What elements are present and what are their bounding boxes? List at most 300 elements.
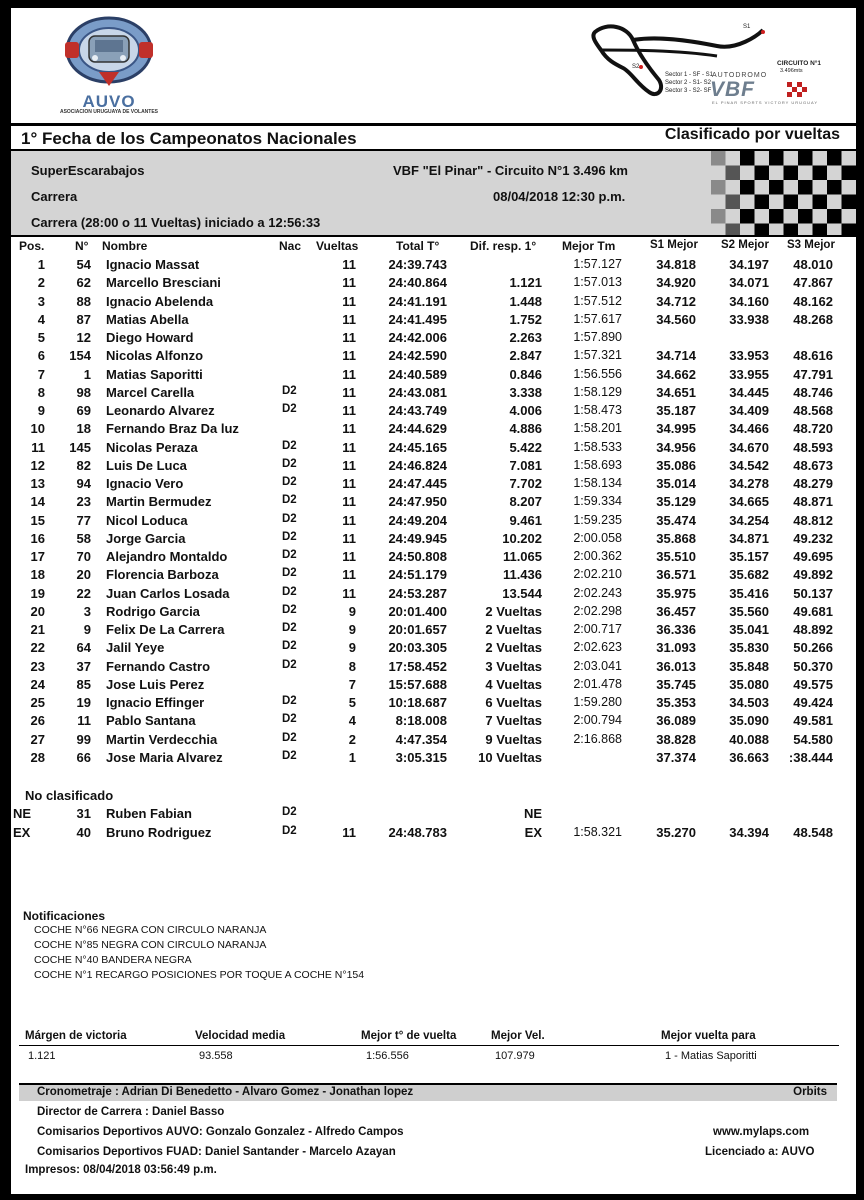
cell-s2: 34.503 [729,695,769,710]
cell-s1: 34.714 [656,348,696,364]
cell-diff: 3.338 [509,384,542,400]
cell-nac: D2 [282,824,297,837]
s2-marker: S2 [632,64,640,70]
flag-square [755,224,770,236]
cell-diff: 2.263 [509,330,542,345]
auvo-logo [59,16,169,114]
cell-total: 24:48.783 [388,824,447,840]
cell-s1: 34.956 [656,439,696,455]
cell-num: 18 [76,421,91,437]
cell-nac: D2 [282,731,297,744]
cell-s2: 34.160 [729,293,769,309]
cell-best: 1:57.512 [573,293,622,308]
cell-pos: 2 [37,275,45,291]
cell-name: Matias Saporitti [106,366,203,382]
cell-diff: 10.202 [502,530,542,546]
cell-total: 20:01.657 [388,622,447,637]
circuit-length: 3.496mts [780,68,803,74]
cell-nac: D2 [282,476,297,488]
col-laps: Vueltas [316,239,359,253]
cell-nac: D2 [282,530,297,543]
flag-square [813,195,828,210]
cell-num: 145 [69,439,91,455]
cell-s1: 36.571 [656,567,696,583]
cell-s3: 49.575 [793,676,833,692]
cell-best: 1:58.321 [573,824,622,839]
cell-s1: 34.662 [656,366,696,382]
logo-subtitle: ASOCIACION URUGUAYA DE VOLANTES [59,109,159,115]
cell-s2: 34.466 [729,421,769,437]
cell-pos: 1 [37,257,45,272]
cell-s1: 36.457 [656,603,696,619]
cell-s2: 35.416 [729,585,769,601]
cell-num: 40 [76,824,91,840]
cell-diff: 4.006 [509,403,542,418]
cell-s2: 34.197 [729,257,769,272]
flag-square [755,166,770,181]
cell-name: Ignacio Vero [106,476,184,491]
cell-diff: 3 Vueltas [485,658,542,674]
cell-laps: 1 [348,749,356,765]
cell-s1: 34.920 [656,275,696,291]
cell-best: 2:00.362 [573,549,622,563]
cell-pos: 21 [30,622,45,637]
page-title: 1° Fecha de los Campeonatos Nacionales [21,129,357,148]
table-row [11,732,856,750]
cell-s2: 36.663 [729,749,769,765]
cell-s2: 35.560 [729,603,769,619]
table-row [11,257,856,275]
cell-diff: 8.207 [509,494,542,510]
cell-total: 24:45.165 [388,439,447,455]
auvo-emblem-icon [59,16,159,94]
cell-laps: 11 [342,293,356,309]
cell-s1: 36.089 [656,713,696,729]
cell-s2: 35.041 [729,622,769,637]
cell-num: 19 [76,695,91,710]
cell-laps: 11 [342,567,356,583]
col-best: Mejor Tm [562,239,616,253]
cell-s3: 49.581 [793,713,833,729]
checkered-mini-icon [787,82,809,102]
cell-best: 1:58.693 [573,457,622,472]
cell-total: 8:18.008 [395,713,447,729]
cell-total: 4:47.354 [395,731,447,747]
cell-laps: 8 [348,658,356,674]
circuit-label: CIRCUITO N°1 [777,60,822,67]
cell-name: Matias Abella [106,311,189,327]
cell-name: Florencia Barboza [106,567,219,583]
cell-total: 24:51.179 [388,567,447,583]
flag-square [813,224,828,236]
cell-s1: 34.712 [656,293,696,309]
cell-num: 70 [76,549,91,564]
cell-name: Nicolas Alfonzo [106,348,204,364]
cell-s1: 35.129 [656,494,696,510]
cell-num: 3 [83,603,91,619]
start-info: Carrera (28:00 o 11 Vueltas) iniciado a 12:56:33 [31,215,321,230]
flag-square [813,166,828,181]
cell-pos: 6 [37,348,45,364]
flag-square [827,180,842,195]
cell-name: Leonardo Alvarez [106,403,215,418]
cell-diff: 7 Vueltas [485,713,542,729]
table-row [11,806,856,824]
table-row [11,825,856,843]
cell-s1: 36.013 [656,658,696,674]
cell-pos: 28 [30,749,45,765]
cell-name: Jalil Yeye [106,640,165,656]
cell-s1: 31.093 [656,640,696,656]
flag-square [769,209,784,224]
cell-name: Alejandro Montaldo [106,549,228,564]
cell-total: 24:41.191 [388,293,447,309]
table-row [11,421,856,439]
table-row [11,531,856,549]
cell-laps: 11 [342,257,356,272]
session-type: Carrera [31,189,78,204]
cell-s2: 34.542 [729,457,769,473]
cell-pos: 10 [30,421,45,437]
cell-total: 24:40.864 [388,275,447,291]
table-row [11,367,856,385]
cell-s2: 33.938 [729,311,769,327]
best-speed-label: Mejor Vel. [491,1030,545,1042]
cell-num: 54 [76,257,91,272]
cell-num: 11 [77,713,91,729]
cell-s1: 35.086 [656,457,696,473]
cell-num: 9 [83,622,91,637]
cell-total: 24:42.006 [388,330,447,345]
table-row [11,385,856,403]
cell-best: 2:02.623 [573,640,622,655]
cell-pos: 19 [30,585,45,601]
flag-square [740,180,755,195]
table-row [11,567,856,585]
cell-num: 20 [76,567,91,583]
website-link[interactable]: www.mylaps.com [713,1126,810,1138]
flag-square [798,151,813,166]
flag-square [711,180,726,195]
cell-num: 37 [76,658,91,674]
cell-name: Jose Maria Alvarez [106,749,223,765]
flag-square [726,224,741,236]
cell-total: 10:18.687 [388,695,447,710]
cell-total: 24:49.204 [388,512,447,528]
cell-total: 24:53.287 [388,585,447,601]
table-row [11,330,856,348]
cell-pos: 18 [30,567,45,583]
cell-s1: 35.474 [656,512,696,528]
cell-pos: 17 [30,549,45,564]
cell-num: 94 [76,476,91,491]
cell-s1: 35.270 [656,824,696,840]
cell-diff: 2 Vueltas [485,640,542,656]
flag-square [798,180,813,195]
printed-date: Impresos: 08/04/2018 03:56:49 p.m. [25,1164,217,1176]
cell-best: 2:16.868 [573,731,622,746]
cell-diff: 11.065 [502,549,542,564]
cell-s2: 35.848 [729,658,769,674]
sector-1-label: Sector 1 - SF - S1 [665,72,714,78]
cell-nac: D2 [282,567,297,580]
cell-s2: 34.394 [729,824,769,840]
flag-square [740,151,755,166]
cell-s1: 35.975 [656,585,696,601]
table-row [11,695,856,713]
cell-s3: 48.673 [793,457,833,473]
cell-nac: D2 [282,439,297,452]
cell-s2: 34.071 [729,275,769,291]
cell-diff: 2.847 [509,348,542,364]
col-s2: S2 Mejor [721,239,769,251]
cell-s2: 33.953 [729,348,769,364]
cell-s3: 49.232 [793,530,833,546]
cell-total: 20:03.305 [388,640,447,656]
table-row [11,549,856,567]
cell-name: Fernando Braz Da luz [106,421,239,437]
cell-nac: D2 [282,640,297,653]
results-sheet [11,8,856,1194]
cell-best: 1:56.556 [573,366,622,381]
cell-name: Pablo Santana [106,713,196,729]
cell-s3: 49.695 [793,549,833,564]
cell-s1: 35.868 [656,530,696,546]
cell-best: 2:02.243 [573,585,622,600]
table-row [11,713,856,731]
cell-s3: 48.010 [793,257,833,272]
col-total: Total T° [396,239,440,253]
cell-s1: 34.651 [656,384,696,400]
table-row [11,604,856,622]
cell-best: 1:58.201 [573,421,622,436]
cell-name: Marcel Carella [106,384,195,400]
cell-pos: EX [13,824,31,840]
cell-total: 24:43.081 [388,384,447,400]
col-nac: Nac [279,239,302,253]
table-row [11,622,856,640]
cell-nac: D2 [282,603,297,616]
cell-total: 20:01.400 [388,603,447,619]
sort-label: Clasificado por vueltas [664,126,840,143]
col-pos: Pos. [19,239,45,253]
cell-best: 2:00.717 [573,622,622,636]
cell-diff: 11.436 [502,567,542,583]
cell-name: Luis De Luca [106,457,187,473]
best-lap-for-value: 1 - Matias Saporitti [665,1050,757,1062]
cell-s2: 35.090 [729,713,769,729]
cell-best: 1:59.334 [573,494,622,509]
cell-s3: 48.616 [793,348,833,364]
timing-credits: Cronometraje : Adrian Di Benedetto - Alvaro Gomez - Jonathan lopez [37,1086,414,1098]
cell-s3: 50.266 [793,640,833,656]
cell-pos: 22 [30,640,45,656]
cell-s3: 50.370 [793,658,833,674]
cell-total: 24:41.495 [388,311,447,327]
flag-square [769,151,784,166]
cell-s2: 34.665 [729,494,769,510]
cell-total: 24:43.749 [388,403,447,418]
cell-best: 1:57.127 [573,257,622,271]
cell-num: 23 [76,494,91,510]
cell-num: 82 [76,457,91,473]
cell-best: 2:03.041 [573,658,622,673]
cell-nac: D2 [282,622,297,634]
cell-total: 24:47.950 [388,494,447,510]
cell-num: 66 [76,749,91,765]
cell-nac: D2 [282,403,297,415]
cell-diff: 4.886 [509,421,542,437]
cell-name: Diego Howard [106,330,194,345]
cell-pos: 24 [30,676,45,692]
cell-laps: 11 [342,457,356,473]
table-row [11,275,856,293]
cell-total: 24:50.808 [388,549,447,564]
cell-name: Marcello Bresciani [106,275,221,291]
cell-s3: 54.580 [793,731,833,747]
flag-square [827,151,842,166]
cell-nac: D2 [282,457,297,470]
cell-name: Martin Verdecchia [106,731,218,747]
cell-total: 3:05.315 [395,749,447,765]
cell-s3: 49.681 [793,603,833,619]
cell-num: 22 [76,585,91,601]
cell-laps: 4 [348,713,356,729]
cell-num: 62 [76,275,91,291]
cell-laps: 11 [342,275,356,291]
category: SuperEscarabajos [31,163,145,178]
cell-nac: D2 [282,512,297,525]
cell-s2: 33.955 [729,366,769,382]
cell-laps: 5 [348,695,356,710]
cell-num: 88 [76,293,91,309]
s1-marker: S1 [743,24,751,30]
cell-s1: 34.560 [656,311,696,327]
flag-square [755,195,770,210]
cell-best: 1:58.134 [573,476,622,490]
cell-best: 1:57.321 [573,348,622,363]
cell-num: 58 [76,530,91,546]
cell-s1: 35.014 [656,476,696,491]
flag-square [726,166,741,181]
cell-total: 24:49.945 [388,530,447,546]
notification-item: COCHE N°40 BANDERA NEGRA [34,954,192,966]
cell-pos: 15 [30,512,45,528]
col-diff: Dif. resp. 1° [470,239,537,253]
cell-best: 2:01.478 [573,676,622,691]
cell-diff: 5.422 [509,439,542,455]
table-row [11,494,856,512]
cell-pos: 25 [30,695,45,710]
flag-square [827,209,842,224]
cell-diff: 1.448 [509,293,542,309]
flag-square [740,209,755,224]
table-row [11,458,856,476]
cell-diff: 2 Vueltas [485,603,542,619]
best-lap-label: Mejor t° de vuelta [361,1030,457,1042]
cell-s1: 38.828 [656,731,696,747]
flag-square [842,166,857,181]
cell-name: Bruno Rodriguez [106,824,212,840]
cell-laps: 11 [342,512,356,528]
cell-best: 2:02.298 [573,603,622,618]
cell-s3: :38.444 [788,749,833,765]
cell-name: Felix De La Carrera [106,622,225,637]
cell-s1: 34.995 [656,421,696,437]
speed-label: Velocidad media [195,1030,286,1042]
cell-laps: 11 [342,585,356,601]
cell-s2: 35.682 [729,567,769,583]
flag-square [726,195,741,210]
cell-laps: 11 [342,348,356,364]
cell-name: Ignacio Massat [106,257,200,272]
cell-best: 1:59.280 [573,695,622,709]
cell-s3: 48.268 [793,311,833,327]
session-datetime: 08/04/2018 12:30 p.m. [493,189,626,204]
cell-num: 12 [76,330,91,345]
notification-item: COCHE N°66 NEGRA CON CIRCULO NARANJA [34,924,267,936]
cell-num: 85 [76,676,91,692]
cell-s1: 35.353 [656,695,696,710]
cell-laps: 11 [342,530,356,546]
table-row [11,586,856,604]
cell-nac: D2 [282,713,297,726]
cell-best: 1:57.617 [573,311,622,326]
cell-num: 77 [76,512,91,528]
cell-pos: 27 [30,731,45,747]
cell-diff: EX [524,824,542,840]
cell-pos: NE [13,806,32,821]
notification-item: COCHE N°85 NEGRA CON CIRCULO NARANJA [34,939,267,951]
autodromo-label: AUTODROMO [712,72,768,79]
cell-best: 1:58.533 [573,439,622,454]
cell-name: Ruben Fabian [106,806,192,821]
table-row [11,750,856,768]
cell-s3: 48.746 [793,384,833,400]
cell-total: 24:44.629 [388,421,447,437]
cell-pos: 5 [37,330,45,345]
cell-nac: D2 [282,695,297,707]
cell-num: 64 [76,640,91,656]
cell-pos: 16 [30,530,45,546]
cell-s2: 34.670 [729,439,769,455]
cell-num: 69 [76,403,91,418]
best-lap-value: 1:56.556 [366,1050,409,1062]
cell-nac: D2 [282,384,297,397]
flag-square [711,209,726,224]
cell-laps: 11 [342,494,356,510]
cell-name: Juan Carlos Losada [106,585,230,601]
cell-name: Martin Bermudez [106,494,212,510]
cell-total: 24:42.590 [388,348,447,364]
cell-s1: 35.745 [656,676,696,692]
cell-diff: 0.846 [509,366,542,382]
cell-laps: 11 [342,421,356,437]
cell-nac: D2 [282,749,297,762]
auvo-stewards: Comisarios Deportivos AUVO: Gonzalo Gonzalez - Alfredo Campos [37,1126,404,1138]
cell-s2: 35.830 [729,640,769,656]
summary-divider [19,1045,839,1046]
cell-name: Nicolas Peraza [106,439,198,455]
cell-total: 24:47.445 [388,476,447,491]
cell-s3: 48.162 [793,293,833,309]
cell-total: 17:58.452 [388,658,447,674]
flag-square [842,195,857,210]
flag-square [798,209,813,224]
cell-s2: 34.278 [729,476,769,491]
cell-s3: 47.791 [793,366,833,382]
cell-total: 24:46.824 [388,457,447,473]
